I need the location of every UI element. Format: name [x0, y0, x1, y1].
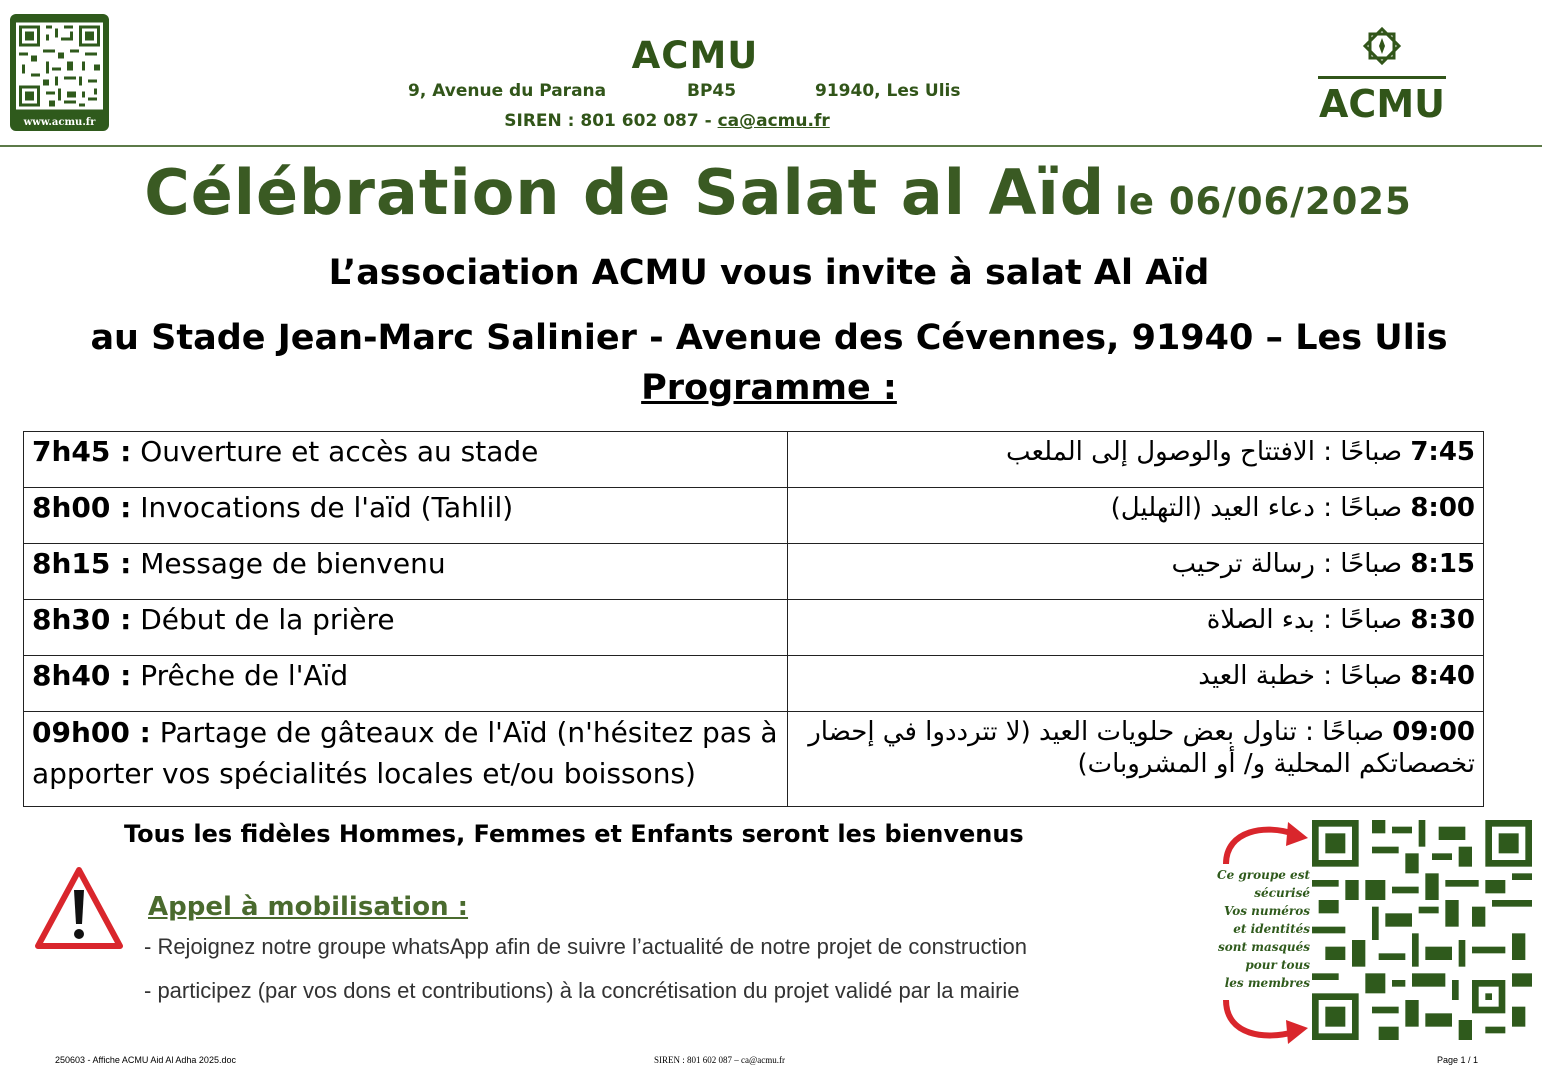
table-row	[24, 600, 1484, 656]
website-url[interactable]: www.acmu.fr	[23, 117, 96, 128]
programme-heading: Programme :	[641, 368, 897, 408]
table-row	[24, 432, 1484, 488]
schedule-ar-cell: 09:00 صباحًا : تناول بعض حلويات العيد (لا تترددوا في إحضار تخصصاتكم المحلية و/ أو المشروبات)	[788, 712, 1484, 807]
logo-divider	[1318, 76, 1446, 79]
address-street: 9, Avenue du Parana	[408, 81, 607, 101]
table-row	[24, 488, 1484, 544]
footer-page: Page 1 / 1	[1437, 1055, 1479, 1065]
schedule-fr-cell: 8h40 : Prêche de l'Aïd	[24, 656, 788, 712]
schedule-ar-cell: 8:00 صباحًا : دعاء العيد (التهليل)	[788, 488, 1484, 544]
schedule-fr-cell: 8h00 : Invocations de l'aïd (Tahlil)	[24, 488, 788, 544]
footer-filename: 250603 - Affiche ACMU Aid Al Adha 2025.doc	[55, 1055, 236, 1065]
venue-line: au Stade Jean-Marc Salinier - Avenue des Cévennes, 91940 – Les Ulis	[90, 318, 1448, 358]
title-date: le 06/06/2025	[1115, 180, 1412, 223]
siren-label: SIREN : 801 602 087 -	[504, 111, 718, 131]
title-main: Célébration de Salat al Aïd	[144, 156, 1106, 229]
schedule-ar-cell: 8:40 صباحًا : خطبة العيد	[788, 656, 1484, 712]
warning-icon	[34, 866, 124, 950]
siren-line	[0, 111, 1334, 131]
page-title	[0, 156, 1542, 229]
appel-title: Appel à mobilisation :	[148, 892, 469, 922]
invite-line: L’association ACMU vous invite à salat Al Aïd	[328, 253, 1210, 293]
whatsapp-qr-panel[interactable]	[1208, 810, 1534, 1052]
email-link[interactable]: ca@acmu.fr	[717, 111, 830, 131]
schedule-ar-cell: 8:30 صباحًا : بدء الصلاة	[788, 600, 1484, 656]
welcome-message: Tous les fidèles Hommes, Femmes et Enfants seront les bienvenus	[124, 820, 1024, 848]
table-row	[24, 544, 1484, 600]
mosque-star-icon	[1360, 24, 1404, 68]
schedule-table	[23, 431, 1484, 807]
table-row	[24, 712, 1484, 807]
acmu-logo	[1316, 24, 1448, 124]
whatsapp-security-note: Ce groupe est sécurisé Vos numéros et identités sont masqués pour tous les membres	[1217, 868, 1310, 990]
schedule-fr-cell: 8h30 : Début de la prière	[24, 600, 788, 656]
arrow-right-top-icon	[1216, 816, 1312, 870]
schedule-fr-cell: 8h15 : Message de bienvenu	[24, 544, 788, 600]
arrow-right-bottom-icon	[1216, 996, 1312, 1050]
footer-siren: SIREN : 801 602 087 – ca@acmu.fr	[654, 1055, 786, 1065]
table-row	[24, 656, 1484, 712]
schedule-fr-cell: 09h00 : Partage de gâteaux de l'Aïd (n'hésitez pas à apporter vos spécialités locales et/ou boissons)	[24, 712, 788, 807]
appel-line-dons: - participez (par vos dons et contributions) à la concrétisation du projet validé par la mairie	[144, 978, 1020, 1003]
schedule-ar-cell: 7:45 صباحًا : الافتتاح والوصول إلى الملعب	[788, 432, 1484, 488]
logo-text: ACMU	[1319, 82, 1445, 126]
appel-line-whatsapp: - Rejoignez notre groupe whatsApp afin de suivre l’actualité de notre projet de construction	[144, 934, 1027, 959]
header-rule	[0, 145, 1542, 147]
org-name: ACMU	[631, 34, 759, 77]
schedule-ar-cell: 8:15 صباحًا : رسالة ترحيب	[788, 544, 1484, 600]
schedule-fr-cell: 7h45 : Ouverture et accès au stade	[24, 432, 788, 488]
address-bp: BP45	[687, 81, 737, 101]
whatsapp-qr-code-icon	[1312, 818, 1532, 1042]
address-city: 91940, Les Ulis	[815, 81, 961, 101]
